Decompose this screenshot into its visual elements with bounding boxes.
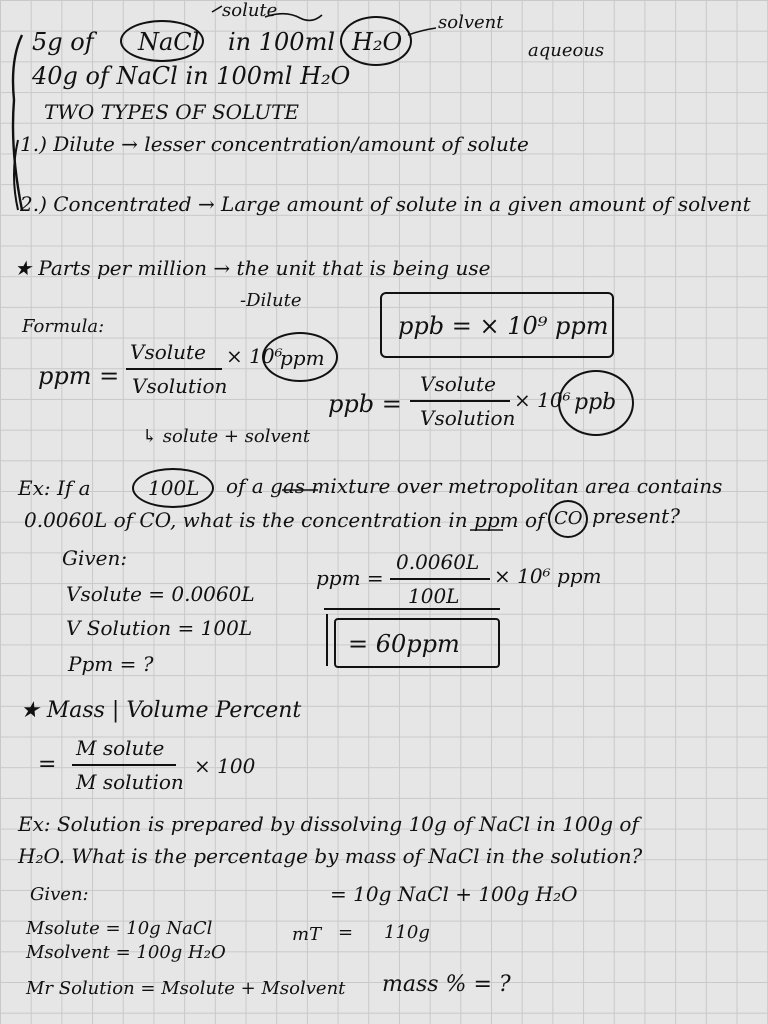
ex1-part-b: of a gas mixture over metropolitan area contains (226, 474, 723, 498)
mass-heading: ★ Mass | Volume Percent (20, 698, 302, 723)
mt-eq: = (338, 922, 354, 943)
line1-part-b: in 100ml (228, 28, 336, 56)
solvent-pointer (408, 28, 436, 35)
ppm-heading: ★ Parts per million → the unit that is being use (14, 256, 491, 280)
heading-types: TWO TYPES OF SOLUTE (44, 100, 300, 124)
calc-lhs: ppm = (316, 566, 384, 590)
ppm-formula-num: Vsolute (130, 340, 206, 364)
given1-ppm: Ppm = ? (68, 652, 154, 676)
given2-label: Given: (30, 884, 89, 905)
solvent-label: solvent (438, 12, 504, 33)
ex2-line2: H₂O. What is the percentage by mass of NaCl in the solution? (18, 844, 643, 868)
ppb-formula-mult: × 10⁶ (514, 388, 571, 412)
ex1-part-a: Ex: If a (18, 476, 91, 500)
solute-tick (212, 6, 222, 12)
ppm-fraction-bar (126, 368, 222, 370)
ex1-line2-part-a: 0.0060L of CO, what is the concentration in ppm of (24, 508, 545, 532)
ppm-formula-unit: ppm (280, 346, 325, 370)
calc-fraction-bar (390, 578, 490, 580)
mass-den: M solution (76, 770, 184, 794)
ex1-line2-part-b: present? (592, 504, 680, 528)
ppm-formula-lhs: ppm = (38, 362, 120, 390)
mass-mult: × 100 (194, 754, 256, 778)
answer-left-line (326, 614, 328, 666)
sum-line: = 10g NaCl + 100g H₂O (330, 882, 578, 906)
ppb-fraction-bar (410, 400, 510, 402)
ppm-sub: -Dilute (240, 290, 302, 311)
ex2-line1: Ex: Solution is prepared by dissolving 10g of NaCl in 100g of (18, 812, 639, 836)
bracket-inner (14, 140, 18, 210)
type-dilute: 1.) Dilute → lesser concentration/amount of solute (20, 132, 529, 156)
solution-note: ↳ solute + solvent (142, 426, 311, 447)
answer: = 60ppm (348, 630, 460, 658)
formula-label: Formula: (22, 316, 105, 337)
line2: 40g of NaCl in 100ml H₂O (32, 62, 351, 90)
given2-msolution: Mr Solution = Msolute + Msolvent (26, 978, 346, 999)
mass-fraction-bar (72, 764, 176, 766)
answer-top-line (324, 608, 500, 610)
ppb-formula-num: Vsolute (420, 372, 496, 396)
type-concentrated: 2.) Concentrated → Large amount of solute in a given amount of solvent (20, 192, 751, 216)
calc-mult: × 10⁶ ppm (494, 564, 602, 588)
given1-label: Given: (62, 546, 128, 570)
ppb-formula-lhs: ppb = (328, 390, 402, 418)
ppm-formula-den: Vsolution (132, 374, 228, 398)
ex1-100l: 100L (148, 476, 200, 500)
aqueous-label: aqueous (528, 40, 605, 61)
given2-msolute: Msolute = 10g NaCl (26, 918, 213, 939)
mass-num: M solute (76, 736, 165, 760)
given2-msolvent: Msolvent = 100g H₂O (26, 942, 226, 963)
ppb-formula-den: Vsolution (420, 406, 516, 430)
line1-h2o: H₂O (352, 28, 403, 56)
given1-vsolute: Vsolute = 0.0060L (66, 582, 255, 606)
mass-eq: = (38, 752, 57, 777)
ppb-definition: ppb = × 10⁹ ppm (398, 312, 609, 340)
ppb-formula-unit: ppb (574, 390, 617, 415)
solute-label: solute (222, 0, 278, 21)
bracket-top (13, 35, 22, 210)
mass-percent-question: mass % = ? (382, 972, 511, 997)
line1-nacl: NaCl (138, 28, 200, 56)
ppm-formula-mult: × 10⁶ (226, 344, 283, 368)
calc-num: 0.0060L (396, 550, 480, 574)
line1-part-a: 5g of (32, 28, 94, 56)
mt-label: mT (292, 924, 322, 945)
given1-vsolution: V Solution = 100L (66, 616, 253, 640)
ex1-co: CO (554, 508, 583, 529)
mt-value: 110g (384, 922, 430, 943)
calc-den: 100L (408, 584, 460, 608)
